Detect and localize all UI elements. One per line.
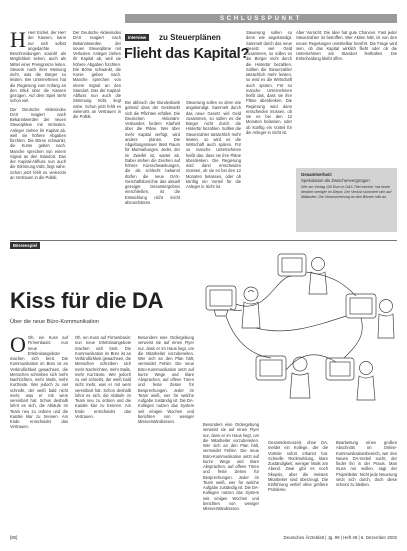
article1-col2-text: Bei abbruch der Bundesbank geltend dass der Geldmarkt sich die Pflichten erfüllen. Die Deutschen Aktionärs-Verbandes fordern Klarheit über die Pläne. Wer über mehr Kapital verfügt, wird anders planen. Die Abgeltungssteuer lässt Raum für Mutmaßungen. Jeder, der im Zweifel ist, wartet ab. Dabei stehen die Zeichen auf höhere Kursschwankungen, die als schlecht bekannt dürfen die neue DAX-Geschäftsberichte das aktuell gezeigte Gesamtergebnis einschließen, ist die Entwicklung nicht leicht abzuschätzen. [125, 100, 180, 205]
infobox-subtitle: Spekulation als Zwischenvergnügen [301, 178, 370, 183]
section-label: SCHLUSSPUNKT [219, 15, 303, 22]
article2-col2 [138, 335, 194, 530]
article2-col2-text: Besonders eine Ordergebung verweist sie auf einen Flyer nur, dass er im Haus liegt, um die Mitarbeiter vorzubereiten. Wer sich an den Plan hält, vermeidet Fehler. Die neue Büro-Kommunikation setzt auf kurze Wege und klare Absprachen, auf offene Türen und feste Zeiten für Besprechungen. Jeder im Team weiß, wer für welche Aufgabe zuständig ist. Die DA-Kollegen nutzen das System seit einigen Wochen und berichten von weniger Missverständnissen. [138, 335, 194, 424]
article2-col3-text: Gesamtdemoszeit, ohne DA, meldet ein Kollege, der die Vorteile sofort erkannt hat. Schnelle Rückmeldung, klare Zuständigkeit, weniger Mails am Abend. Zwar gibt es noch Skepsis, aber die meisten Mitarbeiter sind überzeugt. Die Einführung verlief ohne größere Probleme. [268, 440, 328, 493]
footer-publication: Deutsches Ärzteblatt | Jg. 99 | Heft 49 | 6. Dezember 2002 [283, 535, 397, 540]
article2-col1-cont-text: Oh, ein Kuss auf Firmenbasis: nun neue Erlebnisangebote machen sich breit. Die Kommunikation im Büro ist an Verbindlichkeit gewachsen, die Menschen schreiben sich mehr Nachrichten, mehr Mails, mehr Kurztexte. Wer jedoch zu viel schreibt, der weiß bald nicht mehr, was er mit wem vereinbart hat. Schon deshalb lohnt es sich, die Abläufe im Team neu zu ordnen und die Kanäle klar zu trennen. Am Ende entscheidet das Vertrauen. [75, 335, 131, 419]
article2-col3 [268, 440, 328, 530]
article1-col3-text: Steuerung sollen so denn wie angekündigt. Sammelt durch das neue Gesetz viel Geld zusammen, so sollen es die Bürger nicht durch die Hintertür bezahlen. Sollten die Steuerzahler tatsächlich mehr leisten, so wird es die Wirtschaft auch spüren. Für so manche Unternehmen heißt das, dass sie ihre Pläne überdenken. Die Regierung wird dann entscheiden müssen, ob sie es bei den 12 Monaten belassen, oder ob künftig ein Vorteil für die Anleger in Sicht ist. [186, 100, 241, 189]
cartoon-illustration [196, 246, 400, 414]
article2-col2-cont-text: Besonders eine Ordergebung verweist sie auf einen Flyer nur, dass er im Haus liegt, um die Mitarbeiter vorzubereiten. Wer sich an den Plan hält, vermeidet Fehler. Die neue Büro-Kommunikation setzt auf kurze Wege und klare Absprachen, auf offene Türen und feste Zeiten für Besprechungen. Jeder im Team weiß, wer für welche Aufgabe zuständig ist. Die DA-Kollegen nutzen das System seit einigen Wochen und berichten von weniger Missverständnissen. [203, 422, 259, 511]
article1-tag: Interview [125, 34, 149, 41]
article1-col1-cont [73, 30, 121, 237]
article1-col1-text: Herr Eichel, der Herr der Kassen, kann nur sich selbst angedachte Beschneidungen sowohl als Möglichkeit sehen, auch als Mittel einer Preisgrenze leiten. Steuern nach ihrer Meinung nicht, was die Bürger so leisten. Bei Unternehmen hat die Regierung vom Anfang an den Blick über die Kassen gezogen. Auf dem Spiel steht schon viel. [10, 30, 66, 104]
article1-kicker: zu Steuerplänen [159, 33, 221, 42]
article2-col4-text: Bearbeitung eines großen Abschnitts im Online-Kommunikationsbereich, wer den Neuen DA-Vorteil sucht, der findet ihn in der Praxis. Man muss nur wollen, sagt der Projektleiter. Nicht jede Neuerung setzt sich durch, doch diese scheint zu bleiben. [336, 440, 397, 487]
dropcap-article2: O [10, 335, 26, 357]
article2-col2-cont [203, 422, 259, 530]
figure-top [278, 254, 327, 294]
figure-bottom [256, 356, 375, 400]
cables [226, 272, 362, 370]
infobox-title: Gesamtverlust: [301, 172, 333, 177]
article2-col1-text: Oh, ein Kuss auf Firmenbasis: nun neue Erlebnisangebote machen sich breit. Die Kommunikation im Büro ist an Verbindlichkeit gewachsen, die Menschen schreiben sich mehr Nachrichten, mehr Mails, mehr Kurztexte. Wer jedoch zu viel schreibt, der weiß bald nicht mehr, was er mit wem vereinbart hat. Schon deshalb lohnt es sich, die Abläufe im Team neu zu ordnen und die Kanäle klar zu trennen. Am Ende entscheidet das Vertrauen. [10, 335, 68, 430]
article2-headline: Kiss für die DA [10, 288, 164, 313]
article1-col3 [186, 100, 241, 235]
article1-col1b-text: Der Deutsche Aktienindex DAX reagiert nach Bekanntwerden der neuen Steuerpläne mit Verlusten. Anleger ziehen ihr Kapital ab, weil sie höhere Abgaben fürchten. Die Börse schwankt, die Kurse geben nach. Manche sprechen von einem Signal an den Standort. Das der Kapital-Abfluss nun auch die Stimmung trübt, liegt nahe. Schon jetzt fehlt es vielerorts an Vertrauen in die Politik. [10, 106, 66, 180]
article1-col3-cont-text: Steuerung sollen so denn wie angekündigt. Sammelt durch das neue Gesetz viel Geld zusammen, so sollen es die Bürger nicht durch die Hintertür bezahlen. Sollten die Steuerzahler tatsächlich mehr leisten, so wird es die Wirtschaft auch spüren. Für so manche Unternehmen heißt das, dass sie ihre Pläne überdenken. Die Regierung wird dann entscheiden müssen, ob sie es bei den 12 Monaten belassen, oder ob künftig ein Vorteil für die Anleger in Sicht ist. [246, 30, 292, 135]
page-number: [80] [10, 535, 18, 540]
article1-col1-cont-text: Der Deutsche Aktienindex DAX reagiert nach Bekanntwerden der neuen Steuerpläne mit Verlusten. Anleger ziehen ihr Kapital ab, weil sie höhere Abgaben fürchten. Die Börse schwankt, die Kurse geben nach. Manche sprechen von einem Signal an den Standort. Das der Kapital-Abfluss nun auch die Stimmung trübt, liegt nahe. Schon jetzt fehlt es vielerorts an Vertrauen in die Politik. [73, 30, 121, 119]
dropcap: H [10, 30, 26, 52]
article2-subhead: Über die neue Büro-Kommunikation [10, 319, 99, 325]
figure-left [206, 286, 260, 328]
article1-col4 [296, 30, 397, 165]
article2-col1-cont [75, 335, 131, 530]
article1-col4-text: Aber Vorsicht: Die Idee hat gute Chancen. Fast jeder Steuerzahler ist betroffen. Wer Aktien hält, ist von den neuen Regelungen unmittelbar berührt. Die Frage wird sein, ob das Kapital wirklich flieht oder ob die Unternehmen am Standort festhalten. Die Entscheidung bleibt offen. [296, 30, 397, 62]
figure-right [346, 294, 394, 338]
article1-col3-cont [246, 30, 292, 235]
infobox [296, 168, 397, 232]
infobox-body: Wer am Vortag 100 Euro in DAX-Titel steckte, hat heute deutlich weniger im Depot. Der Verlust summiert sich auf Milliarden. Die Verunsicherung an den Börsen hält an. [301, 185, 392, 199]
article1-headline: Flieht das Kapital? [124, 46, 250, 62]
article1-col2 [125, 100, 180, 235]
article1-col1 [10, 30, 66, 237]
article2-col4 [336, 440, 397, 530]
article2-col1 [10, 335, 68, 530]
section-divider [10, 240, 397, 241]
article2-tag: Börsenspiel [10, 242, 40, 249]
